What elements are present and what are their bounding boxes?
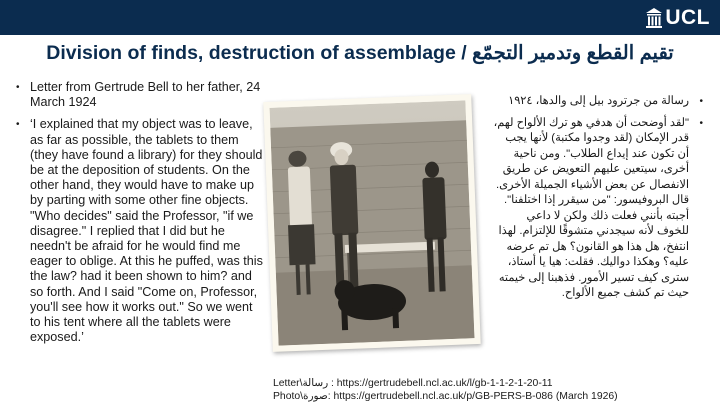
source-credits [273, 377, 618, 403]
photo-credit: Photo\صورة: https://gertrudebell.ncl.ac.uk/p/GB-PERS-B-086 (March 1926) [273, 391, 618, 402]
bullet-text: "لقد أوضحت أن هدفي هو ترك الألواح لهم، قدر الإمكان (لقد وجدوا مكتبة) لأنها يجب أن تكون عند إيداع الطلاب". ومن ناحية أخرى، سيتعين عليهم التعويض عن طريق الانفصال عن بعض الأشياء الجميلة الأخرى. قال البروفيسور: "من سيقرر إذا اختلفنا". أجبته بأنني فعلت ذلك ولكن لا داعي للخوف لأنه سيجدني متشوقًا للإلتزام. لهذا انتفخ، هل هذا هو القانون؟ هل تم عرضه عليه؟ وهكذا دواليك. فقلت: هيا يا أستاذ، سترى كيف تسير الأمور. فذهبنا إلى خيمته حيث تم كشف جميع الألواح. [493, 116, 689, 299]
list-item [14, 80, 266, 110]
list-item [14, 117, 266, 345]
bullet-icon: • [699, 96, 703, 107]
letter-credit: Letter\رسالة : https://gertrudebell.ncl.ac.uk/l/gb-1-1-2-1-20-11 [273, 378, 553, 389]
slide-title: Division of finds, destruction of assemblage / تقيم القطع وتدمير التجمّع [46, 42, 674, 64]
logo-text: UCL [665, 6, 710, 29]
list-item [493, 116, 703, 302]
header-bar [0, 0, 720, 35]
english-text-column [14, 80, 266, 352]
photo-image [270, 100, 475, 345]
bullet-text: رسالة من جرترود بيل إلى والدها، ١٩٢٤ [508, 95, 689, 107]
arabic-bullet-list [493, 94, 703, 302]
arabic-text-column [493, 94, 703, 308]
bullet-icon: • [16, 119, 20, 131]
list-item [493, 94, 703, 110]
bullet-icon: • [16, 82, 20, 93]
bullet-text: Letter from Gertrude Bell to her father, 24 March 1924 [30, 80, 261, 110]
portico-icon [646, 8, 662, 28]
bullet-icon: • [699, 117, 703, 129]
ucl-logo [646, 6, 710, 30]
historic-photo [263, 94, 480, 352]
english-bullet-list [14, 80, 266, 345]
bullet-text: ‘I explained that my object was to leave, as far as possible, the tablets to them (they have found a library) for they should be at the deposition of students. On the other hand, they would have to make up by parting with some other fine objects. "Who decides" said the Professor, "if we disagree." I replied that I did but he needn't be afraid for he would find me eager to oblige. At this he puffed, was this the law? had it been shown to him? and so forth. And I said "Come on, Professor, you'll see how it works out." So we went to his tent where all the tablets were exposed.’ [30, 117, 263, 345]
